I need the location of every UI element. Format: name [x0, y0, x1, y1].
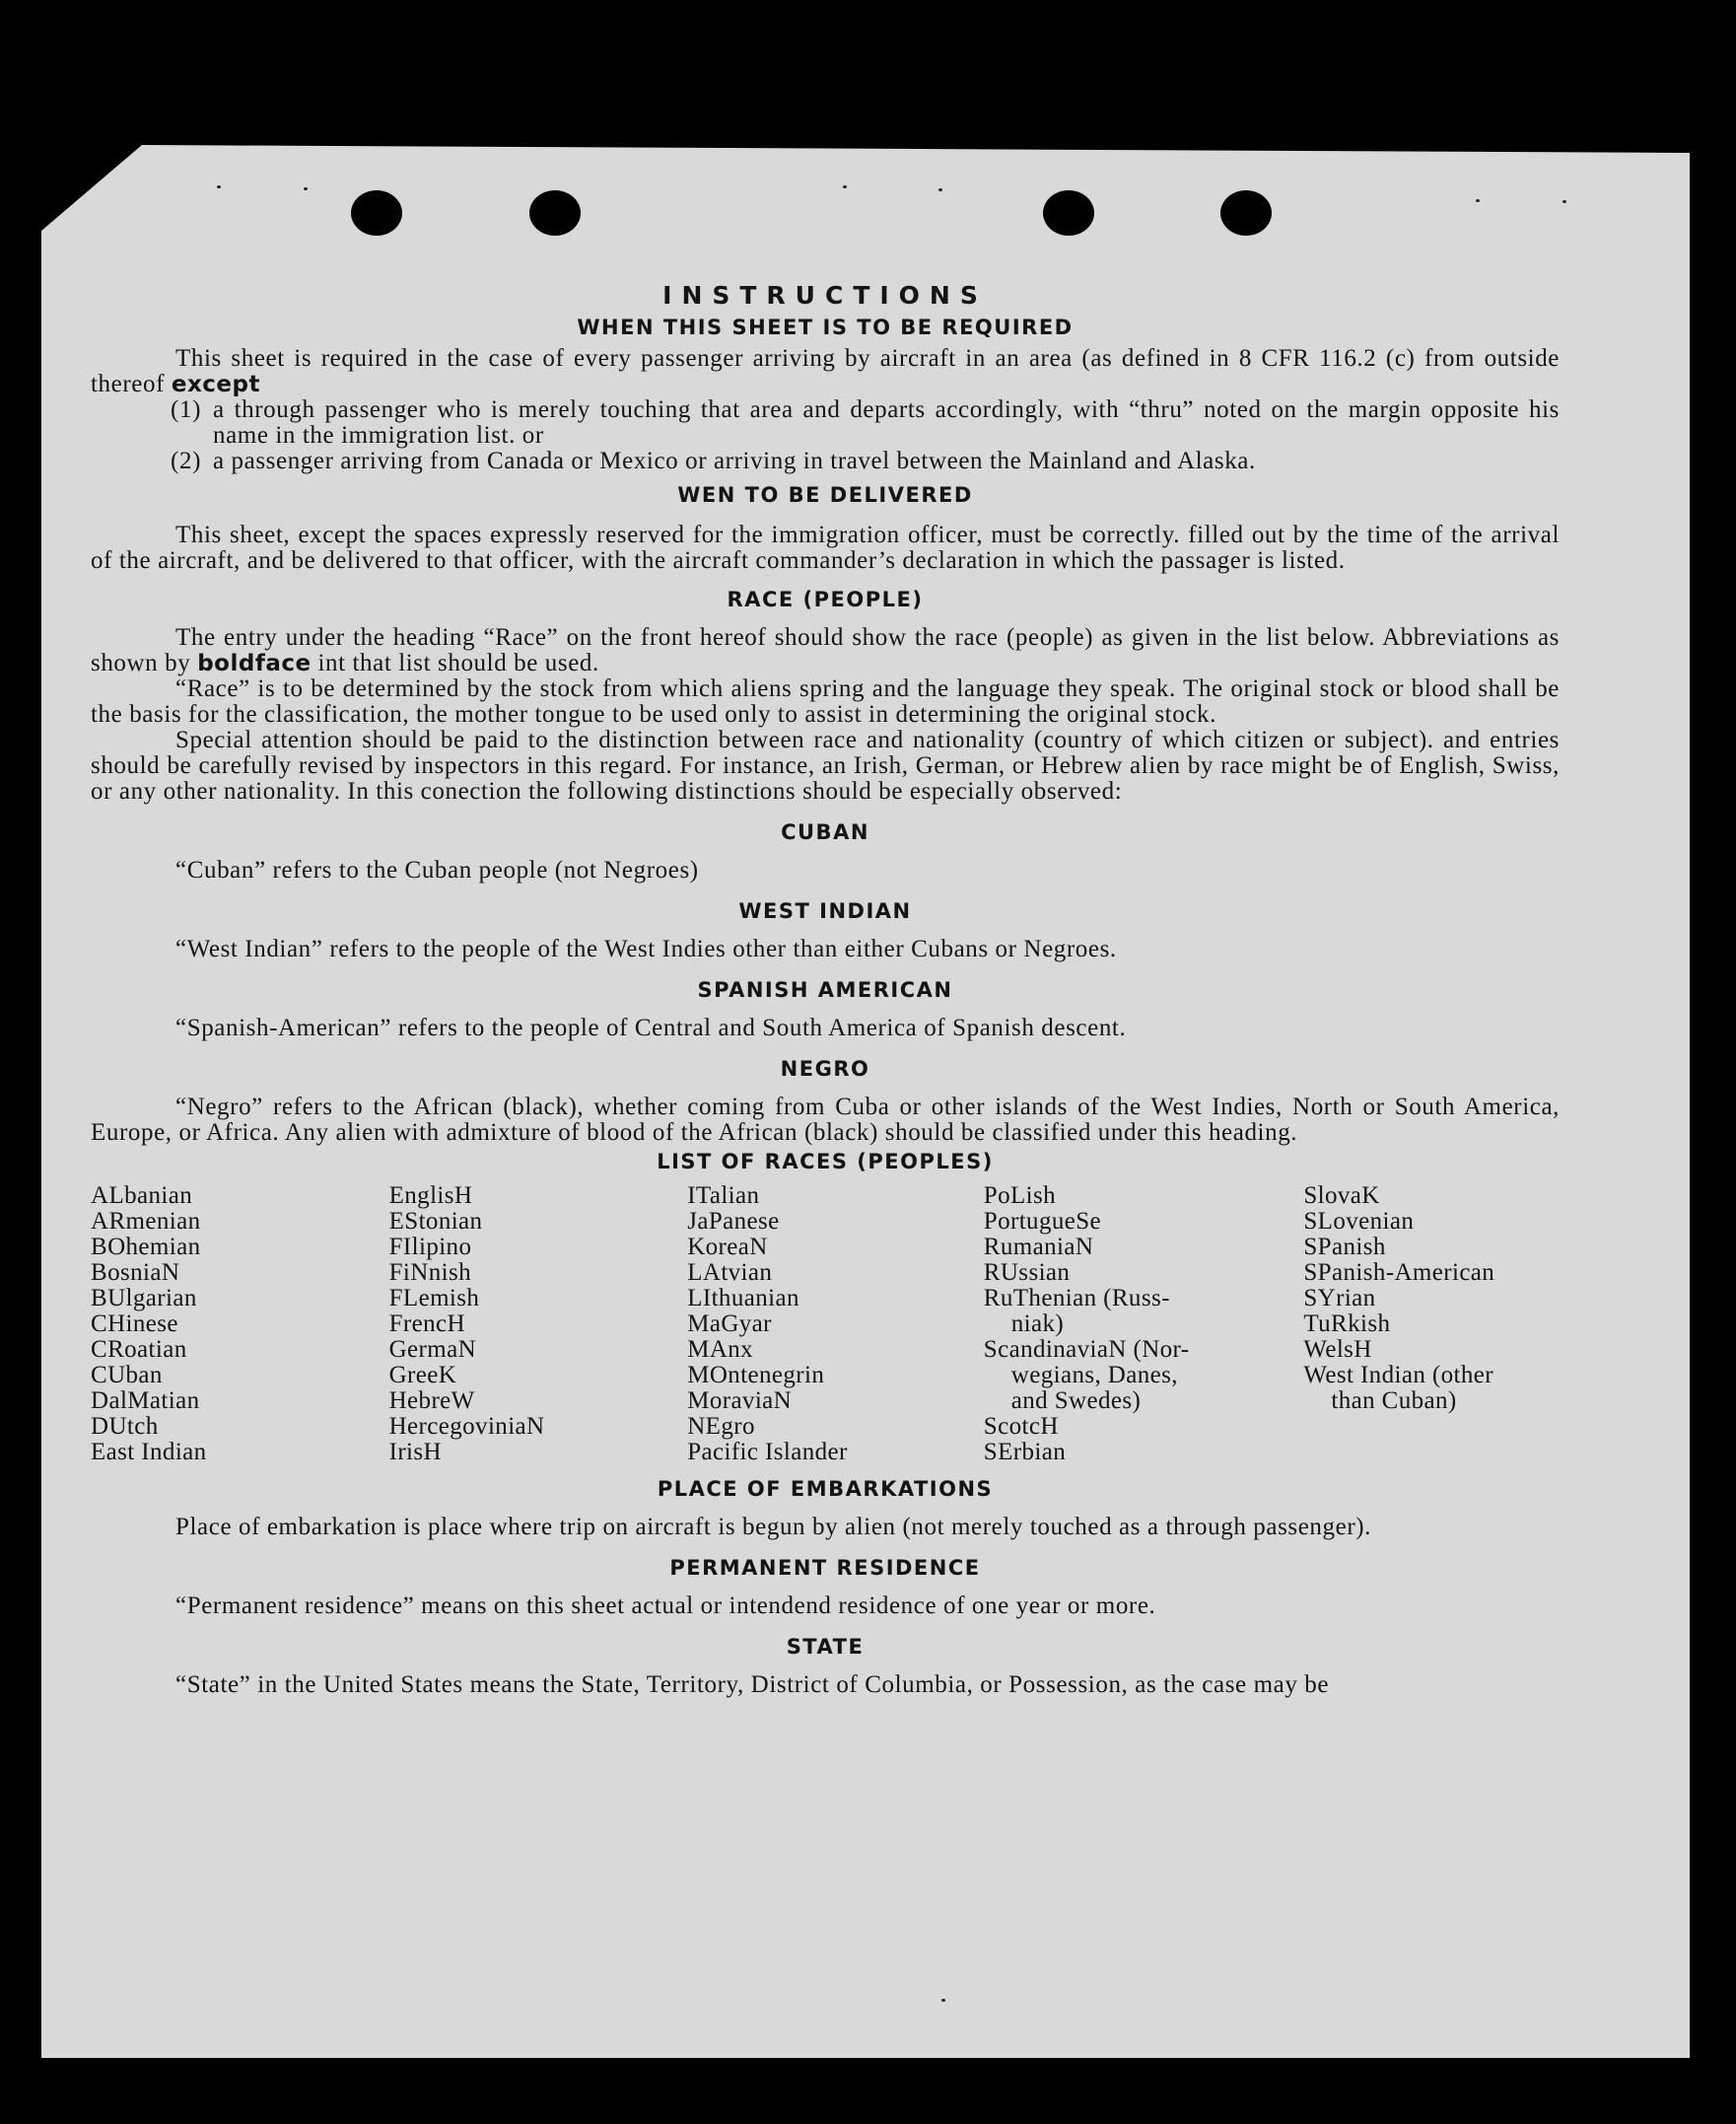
race-entry: BUlgarian: [91, 1285, 197, 1311]
paper-speck: [938, 188, 942, 191]
boldface-word: boldface: [197, 651, 312, 676]
required-paragraph: [91, 346, 1560, 397]
race-heading: RACE (PEOPLE): [727, 588, 924, 611]
race-entry: MoraviaN: [687, 1387, 793, 1414]
race-entry: FrencH: [388, 1310, 465, 1337]
cuban-heading: CUBAN: [781, 820, 869, 844]
race-entry: GreeK: [388, 1362, 457, 1388]
race-entry: SYrian: [1303, 1285, 1376, 1311]
punch-hole: [1220, 190, 1272, 236]
race-entry: PortugueSe: [983, 1208, 1102, 1235]
exception-item-2: [91, 449, 1560, 474]
punch-hole: [529, 190, 581, 236]
spanish-american-heading: SPANISH AMERICAN: [697, 978, 953, 1002]
race-entry: SErbian: [983, 1439, 1067, 1465]
race-entry: MOntenegrin: [687, 1362, 825, 1388]
west-indian-paragraph: “West Indian” refers to the people of the West Indies other than either Cubans or Negroes.: [175, 936, 1117, 962]
race-entry: ScandinaviaN (Nor-: [983, 1336, 1190, 1363]
race-entry: PoLish: [983, 1182, 1057, 1209]
races-column-4: [984, 1183, 1304, 1465]
when-required-heading: WHEN THIS SHEET IS TO BE REQUIRED: [577, 316, 1074, 339]
exception-number: (2): [171, 448, 201, 474]
punch-hole: [351, 190, 402, 236]
race-entry: BosniaN: [91, 1259, 180, 1286]
race-entry: KoreaN: [687, 1234, 768, 1260]
race-entry: BOhemian: [91, 1234, 201, 1260]
title-heading: INSTRUCTIONS: [662, 281, 988, 310]
exception-item-1: [91, 397, 1560, 449]
race-entry: ALbanian: [91, 1182, 193, 1209]
race-entry: TuRkish: [1303, 1310, 1391, 1337]
permanent-residence-heading: PERMANENT RESIDENCE: [669, 1556, 981, 1580]
race-entry: LIthuanian: [687, 1285, 799, 1311]
required-intro-text: This sheet is required in the case of every passenger arriving by aircraft in an area (as defined in 8 CFR 116.2 (c) from outside thereof: [91, 345, 1560, 397]
punch-hole: [1043, 190, 1094, 236]
paper-speck: [1476, 199, 1480, 202]
list-of-races-heading: LIST OF RACES (PEOPLES): [657, 1150, 994, 1173]
race-entry: HebreW: [388, 1387, 475, 1414]
race-entry: IrisH: [388, 1439, 442, 1465]
race-entry: HercegoviniaN: [388, 1413, 545, 1440]
race-entry: FLemish: [388, 1285, 480, 1311]
negro-heading: NEGRO: [780, 1057, 870, 1081]
race-p1-text-b: int that list should be used.: [317, 650, 599, 676]
race-entry: CRoatian: [91, 1336, 187, 1363]
race-entry: SPanish-American: [1303, 1259, 1495, 1286]
races-column-3: [687, 1183, 984, 1465]
races-column-5: [1303, 1183, 1560, 1465]
race-entry: wegians, Danes,: [1010, 1362, 1178, 1388]
races-column-2: [389, 1183, 688, 1465]
race-paragraph-1: [91, 625, 1560, 676]
race-entry: RumaniaN: [983, 1234, 1094, 1260]
paper-speck: [304, 187, 308, 190]
race-entry: GermaN: [388, 1336, 477, 1363]
race-entry: ScotcH: [983, 1413, 1059, 1440]
race-entry: RuThenian (Russ-: [983, 1285, 1170, 1311]
delivered-paragraph: This sheet, except the spaces expressly reserved for the immigration officer, must be correctly. filled out by the time of the arrival of the aircraft, and be delivered to that officer, with the aircraft commander’s declaration in which the passager is listed.: [91, 522, 1560, 574]
race-entry: WelsH: [1303, 1336, 1372, 1363]
race-entry: SLovenian: [1303, 1208, 1415, 1235]
race-entry: MaGyar: [687, 1310, 772, 1337]
races-column-1: [91, 1183, 389, 1465]
race-entry: niak): [1010, 1310, 1065, 1337]
west-indian-heading: WEST INDIAN: [738, 899, 912, 923]
race-entry: CHinese: [91, 1310, 178, 1337]
race-entry: West Indian (other: [1303, 1362, 1493, 1388]
race-entry: RUssian: [983, 1259, 1071, 1286]
race-entry: LAtvian: [687, 1259, 773, 1286]
paper-speck: [941, 1999, 945, 2002]
race-entry: EStonian: [388, 1208, 483, 1235]
exception-number: (1): [171, 396, 201, 423]
race-entry: CUban: [91, 1362, 163, 1388]
race-entry: and Swedes): [1010, 1387, 1142, 1414]
embarkation-paragraph: Place of embarkation is place where trip on aircraft is begun by alien (not merely touched as a through passenger).: [175, 1514, 1372, 1540]
negro-paragraph: “Negro” refers to the African (black), whether coming from Cuba or other islands of the West Indies, North or South America, Europe, or Africa. Any alien with admixture of blood of the African (black) should be classified under this heading.: [91, 1094, 1560, 1146]
races-list: [91, 1183, 1560, 1465]
race-entry: DUtch: [91, 1413, 159, 1440]
race-entry: than Cuban): [1331, 1387, 1457, 1414]
permanent-residence-paragraph: “Permanent residence” means on this sheet actual or intendend residence of one year or more.: [175, 1593, 1156, 1619]
race-entry: SPanish: [1303, 1234, 1386, 1260]
when-delivered-heading: WEN TO BE DELIVERED: [677, 483, 973, 507]
state-heading: STATE: [786, 1635, 865, 1659]
paper-speck: [1562, 200, 1566, 203]
except-word: except: [171, 372, 260, 397]
race-p1-text-a: The entry under the heading “Race” on the front hereof should show the race (people) as given in the list below. Abbreviations as shown by: [91, 624, 1560, 676]
paper-speck: [843, 185, 847, 188]
race-entry: MAnx: [687, 1336, 754, 1363]
race-paragraph-3: Special attention should be paid to the distinction between race and nationality (country of which citizen or subject). and entries should be carefully revised by inspectors in this regard. For instance, an Irish, German, or Hebrew alien by race might be of English, Swiss, or any other nationality. In this conection the following distinctions should be especially observed:: [91, 727, 1560, 805]
race-entry: FIlipino: [388, 1234, 472, 1260]
state-paragraph: “State” in the United States means the State, Territory, District of Columbia, or Possession, as the case may be: [175, 1671, 1330, 1698]
spanish-american-paragraph: “Spanish-American” refers to the people of Central and South America of Spanish descent.: [175, 1015, 1127, 1041]
race-entry: ITalian: [687, 1182, 760, 1209]
exception-text: a passenger arriving from Canada or Mexico or arriving in travel between the Mainland and Alaska.: [213, 448, 1256, 474]
race-entry: NEgro: [687, 1413, 755, 1440]
race-entry: SlovaK: [1303, 1182, 1380, 1209]
cuban-paragraph: “Cuban” refers to the Cuban people (not Negroes): [175, 857, 699, 884]
race-entry: Pacific Islander: [687, 1439, 848, 1465]
embarkation-heading: PLACE OF EMBARKATIONS: [657, 1477, 994, 1501]
race-entry: ARmenian: [91, 1208, 201, 1235]
instructions-content: [91, 281, 1560, 1698]
race-entry: JaPanese: [687, 1208, 780, 1235]
paper-speck: [217, 185, 221, 188]
exception-text: a through passenger who is merely touching that area and departs accordingly, with “thru” noted on the margin opposite his name in the immigration list. or: [213, 396, 1560, 449]
race-paragraph-2: “Race” is to be determined by the stock from which aliens spring and the language they speak. The original stock or blood shall be the basis for the classification, the mother tongue to be used only to assist in determining the original stock.: [91, 675, 1560, 728]
race-entry: DalMatian: [91, 1387, 200, 1414]
race-entry: EnglisH: [388, 1182, 473, 1209]
race-entry: East Indian: [91, 1439, 207, 1465]
race-entry: FiNnish: [388, 1259, 471, 1286]
